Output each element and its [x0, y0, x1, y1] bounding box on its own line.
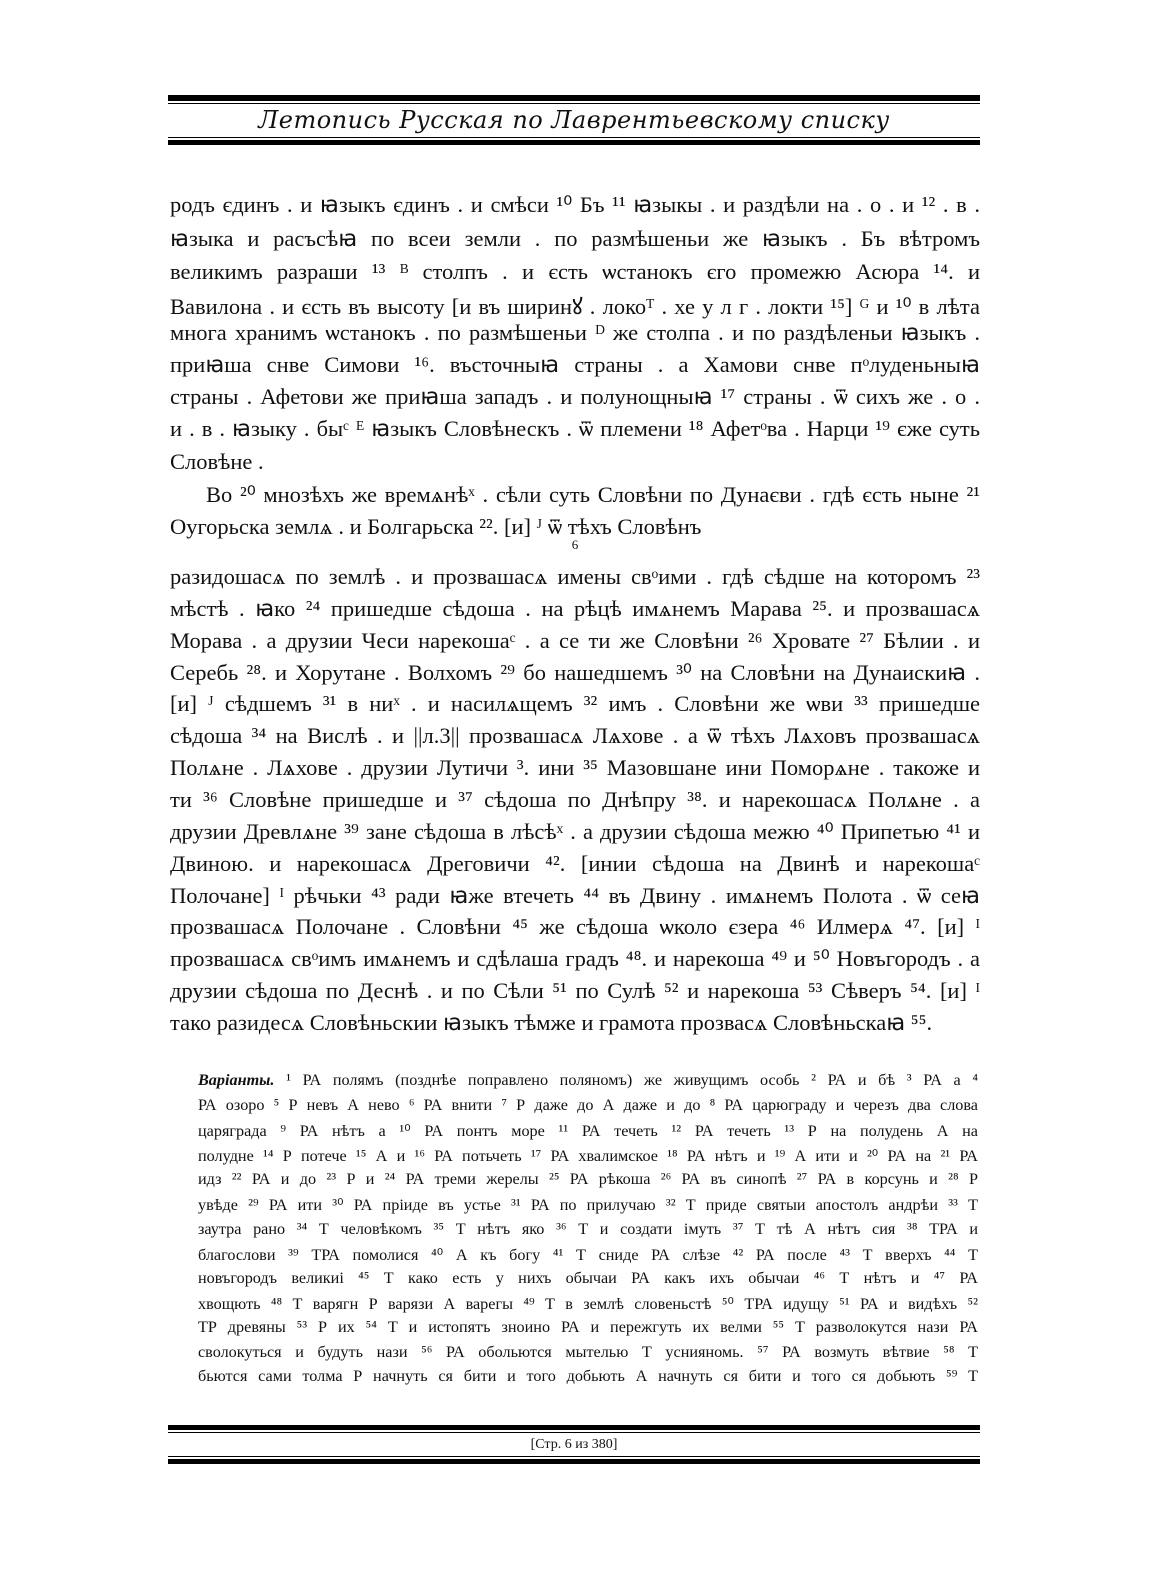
variants-line: идз ²² РА и до ²³ Р и ²⁴ РА треми жерелы ²⁵ РА рѣкоша ²⁶ РА въ синопѣ ²⁷ РА в корсунь и ²⁸ Р [198, 1170, 978, 1188]
text-line: друзии Древлѧне ³⁹ зане сѣдоша в лѣсѣˣ . а друзии сѣдоша межю ⁴⁰ Припетью ⁴¹ и [170, 819, 980, 844]
variants-line: царяграда ⁹ РА нѣтъ а ¹⁰ РА понтъ море ¹¹ РА течеть ¹² РА течеть ¹³ Р на полудень А на [198, 1122, 978, 1140]
header-rule-top-thick [168, 95, 980, 101]
text-line: [и] ᴶ сѣдшемъ ³¹ в ниˣ . и насилѧщемъ ³² имъ . Словѣни же ѡви ³³ пришедше [170, 691, 980, 716]
text-line: разидошасѧ по землѣ . и прозвашасѧ имены свᵒими . гдѣ сѣдше на которомъ ²³ [170, 564, 980, 589]
variants-line [198, 1071, 978, 1090]
variants-line: новъгородъ великиі ⁴⁵ Т како есть у нихъ обычаи РА какъ ихъ обычаи ⁴⁶ Т нѣтъ и ⁴⁷ РА [198, 1269, 978, 1287]
text-line: многа хранимъ ѡстанокъ . по размѣшеньи ᴰ же столпа . и по раздѣленьи ꙗзыкъ . [170, 320, 980, 345]
variants-line: увѣде ²⁹ РА ити ³⁰ РА пріиде въ устье ³¹ РА по прилучаю ³² Т приде святыи апостолъ андрѣи ³³ Т [198, 1196, 978, 1214]
text-line: Серебь ²⁸. и Хорутане . Волхомъ ²⁹ бо нашедшемъ ³⁰ на Словѣни на Дунаискиꙗ . [170, 660, 980, 685]
text-line: великимъ разраши ¹³ ᴮ столпъ . и єсть ѡстанокъ єго промежю Асюра ¹⁴. и [170, 259, 980, 284]
text-line: и . в . ꙗзыку . быᶜ ᴱ ꙗзыкъ Словѣнескъ . ѿ племени ¹⁸ Афетᵒва . Нарци ¹⁹ єже суть [170, 416, 980, 441]
variants-line: заутра рано ³⁴ Т человѣкомъ ³⁵ Т нѣтъ яко ³⁶ Т и создати імуть ³⁷ Т тѣ А нѣтъ сия ³⁸ ТРА и [198, 1220, 978, 1238]
text-line: Двиною. и нарекошасѧ Дреговичи ⁴². [инии сѣдоша на Двинѣ и нарекошаᶜ [170, 851, 980, 876]
variants-line: благослови ³⁹ ТРА помолися ⁴⁰ А къ богу ⁴¹ Т сниде РА слѣзе ⁴² РА после ⁴³ Т вверхъ ⁴⁴ Т [198, 1246, 978, 1264]
text-line: Полѧне . Лѧхове . друзии Лутичи ³. ини ³⁵ Мазовшане ини Поморѧне . такоже и [170, 755, 980, 780]
text-line: сѣдоша ³⁴ на Вислѣ . и ||л.3|| прозвашасѧ Лѧхове . а ѿ тѣхъ Лѧховъ прозвашасѧ [170, 723, 980, 748]
text-line: прозвашасѧ свᵒимъ имѧнемъ и сдѣлаша градъ ⁴⁸. и нарекоша ⁴⁹ и ⁵⁰ Новъгородъ . а [170, 946, 980, 971]
variants-line: сволокуться и будуть нази ⁵⁶ РА обольются мытелью Т уснияномь. ⁵⁷ РА возмуть вѣтвие ⁵⁸ Т [198, 1343, 978, 1361]
text-line: ꙗзыка и расъсѣꙗ по всеи земли . по размѣшеньи же ꙗзыкъ . Бъ вѣтромъ [170, 226, 980, 251]
source-page-marker: 6 [571, 537, 579, 552]
text-line: Полочане] ᴵ рѣчьки ⁴³ ради ꙗже втечеть ⁴⁴ въ Двину . имѧнемъ Полота . ѿ сеꙗ [170, 883, 980, 908]
footer-rule-bottom-thin [168, 1456, 980, 1457]
text-line: Во ²⁰ мнозѣхъ же времѧнѣˣ . сѣли суть Словѣни по Дунаєви . гдѣ єсть ныне ²¹ [206, 482, 980, 507]
footer-rule-top-thin [168, 1432, 980, 1433]
text-line: родъ єдинъ . и ꙗзыкъ єдинъ . и смѣси ¹⁰ Бъ ¹¹ ꙗзыкы . и раздѣли на . о . и ¹² . в . [170, 192, 980, 217]
footer-rule-top-thick [168, 1425, 980, 1430]
text-line: Словѣне . [170, 449, 264, 474]
text-line: приꙗша снве Симови ¹⁶. въсточныꙗ страны . а Хамови снве пᵒлуденьныꙗ [170, 352, 980, 377]
header-rule-top-thin [168, 103, 980, 104]
variants-text: ¹ РА полямъ (позднѣе поправлено поляномъ) же живущимъ особь ² РА и бѣ ³ РА а ⁴ [286, 1071, 978, 1089]
text-line: страны . Афетови же приꙗша западъ . и полунощныꙗ ¹⁷ страны . ѿ сихъ же . о . [170, 384, 980, 409]
footer-rule-bottom-thick [168, 1459, 980, 1464]
variants-line: хвощють ⁴⁸ Т варягн Р варязи А варегы ⁴⁹ Т в землѣ словеньстѣ ⁵⁰ ТРА идущу ⁵¹ РА и видѣхъ ⁵² [198, 1295, 978, 1313]
text-line: Вавилона . и єсть въ высоту [и въ ширинꙋ . локоᵀ . хе у л г . локти ¹⁵] ᴳ и ¹⁰ в лѣта [170, 294, 980, 319]
variants-line: полудне ¹⁴ Р потече ¹⁵ А и ¹⁶ РА потьчеть ¹⁷ РА хвалимское ¹⁸ РА нѣтъ и ¹⁹ А ити и ²⁰ РА на ²¹ РА [198, 1147, 978, 1165]
running-title: Летопись Русская по Лаврентьевскому списку [258, 106, 890, 134]
text-line: Оугорьска землѧ . и Болгарьска ²². [и] ᴶ ѿ тѣхъ Словѣнъ [170, 514, 702, 539]
header-rule-bottom-thick [168, 140, 980, 145]
text-line: тако разидесѧ Словѣньскии ꙗзыкъ тѣмже и грамота прозвасѧ Словѣньскаꙗ ⁵⁵. [170, 1010, 933, 1035]
variants-line: бьются сами толма Р начнуть ся бити и того добьють А начнуть ся бити и того ся добьють ⁵⁹ Т [198, 1367, 978, 1385]
text-line: Морава . а друзии Чеси нарекошаᶜ . а се ти же Словѣни ²⁶ Хровате ²⁷ Бѣлии . и [170, 628, 980, 653]
text-line: друзии сѣдоша по Деснѣ . и по Сѣли ⁵¹ по Сулѣ ⁵² и нарекоша ⁵³ Сѣверъ ⁵⁴. [и] ᴵ [170, 978, 980, 1003]
text-line: ти ³⁶ Словѣне пришедше и ³⁷ сѣдоша по Днѣпру ³⁸. и нарекошасѧ Полѧне . а [170, 787, 980, 812]
text-line: мѣстѣ . ꙗко ²⁴ пришедше сѣдоша . на рѣцѣ имѧнемъ Марава ²⁵. и прозвашасѧ [170, 596, 980, 621]
variants-heading: Варіанты. [198, 1071, 275, 1089]
header-rule-bottom-thin [168, 137, 980, 138]
variants-line: ТР древяны ⁵³ Р их ⁵⁴ Т и истопятъ зноино РА и пережгуть их велми ⁵⁵ Т разволокутся нази РА [198, 1318, 978, 1336]
page-number: [Стр. 6 из 380] [530, 1437, 618, 1452]
text-line: прозвашасѧ Полочане . Словѣни ⁴⁵ же сѣдоша ѡколо єзера ⁴⁶ Илмерѧ ⁴⁷. [и] ᴵ [170, 914, 980, 939]
variants-line: РА озоро ⁵ Р невъ А нево ⁶ РА внити ⁷ Р даже до А даже и до ⁸ РА царюграду и черезъ два слова [198, 1096, 978, 1114]
